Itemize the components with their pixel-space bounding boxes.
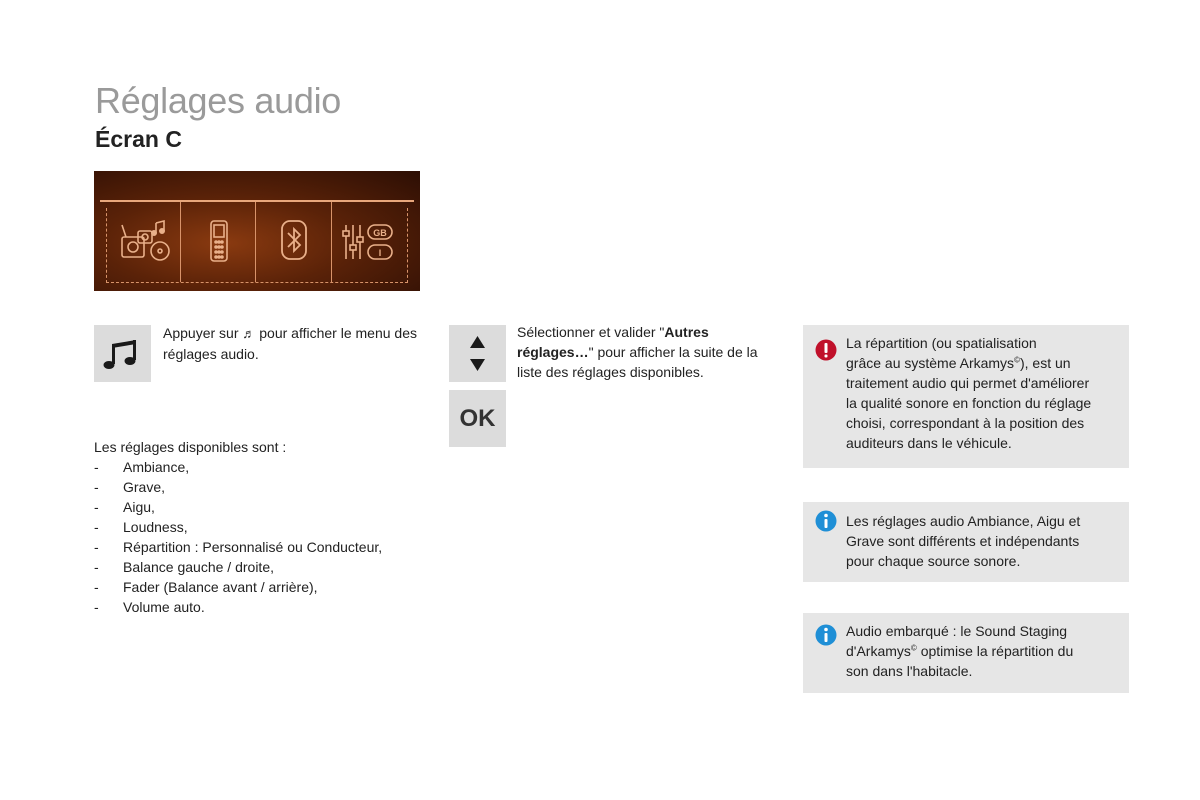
info-note: Audio embarqué : le Sound Staging d'Arkamys© optimise la répartition du son dans l'habitacle. [803, 613, 1129, 693]
warning-note: La répartition (ou spatialisation grâce au système Arkamys©), est un traitement audio qui permet d'améliorer la qualité sonore en fonction du réglage choisi, correspondant à la position des auditeurs dans le véhicule. [803, 325, 1129, 468]
up-down-arrows-button[interactable] [449, 325, 506, 382]
step2-instruction: Sélectionner et valider "Autres réglages…" pour afficher la suite de la liste des réglages disponibles. [517, 324, 758, 380]
info-icon [815, 624, 837, 646]
media-sources-icon [116, 217, 176, 265]
list-item: - Ambiance, [94, 459, 190, 475]
audio-settings-icon [338, 217, 398, 265]
list-item: - Loudness, [94, 519, 188, 535]
list-item: - Fader (Balance avant / arrière), [94, 579, 318, 595]
list-item: - Répartition : Personnalisé ou Conducteur, [94, 539, 383, 555]
screen-divider-line [100, 200, 414, 202]
ok-button[interactable]: OK [449, 390, 506, 447]
lang-badge-i: I [378, 248, 382, 258]
list-item: - Balance gauche / droite, [94, 559, 274, 575]
lang-badge-gb: GB [373, 228, 387, 238]
info-icon [815, 510, 837, 532]
list-intro: Les réglages disponibles sont : [94, 439, 287, 455]
info-note: Les réglages audio Ambiance, Aigu et Grave sont différents et indépendants pour chaque source sonore. [803, 502, 1129, 582]
music-note-icon [94, 325, 151, 382]
music-key-button[interactable] [94, 325, 151, 382]
up-down-arrow-icon [449, 325, 506, 382]
small-music-note-icon: ♬ [242, 326, 256, 341]
screen-separator [180, 202, 181, 282]
screen-separator [331, 202, 332, 282]
screen-separator [255, 202, 256, 282]
step1-instruction: Appuyer sur ♬ pour afficher le menu des réglages audio. [163, 325, 417, 362]
phone-icon [189, 217, 249, 265]
list-item: - Grave, [94, 479, 166, 495]
settings-list [94, 437, 434, 617]
section-subtitle: Écran C [95, 126, 182, 152]
list-item: - Aigu, [94, 499, 155, 515]
screen-c-illustration [94, 171, 420, 291]
warning-icon [815, 339, 837, 361]
list-item: - Volume auto. [94, 599, 205, 615]
page-title: Réglages audio [95, 80, 341, 121]
bluetooth-icon [264, 217, 324, 265]
